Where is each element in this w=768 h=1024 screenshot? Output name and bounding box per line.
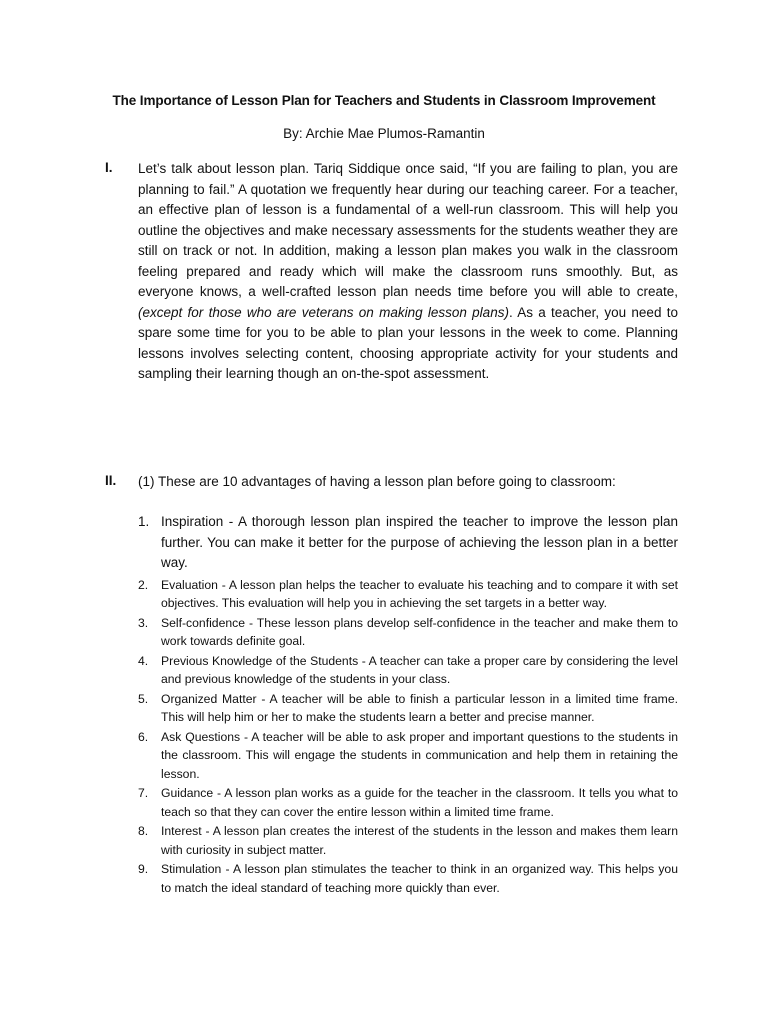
- advantages-list: [138, 512, 678, 898]
- italic-aside: (except for those who are veterans on making lesson plans): [138, 304, 509, 320]
- list-item: [138, 512, 678, 574]
- list-item-text: Evaluation - A lesson plan helps the teacher to evaluate his teaching and to compare it with set objectives. This evaluation will help you in achieving the set targets in a better way.: [161, 577, 678, 610]
- list-item-number: 5.: [138, 691, 149, 706]
- list-item-text: Interest - A lesson plan creates the interest of the students in the lesson and makes them learn with curiosity in subject matter.: [161, 824, 678, 857]
- list-item-number: 3.: [138, 615, 149, 630]
- list-item: [138, 690, 678, 727]
- section-number: II.: [105, 473, 117, 488]
- list-item-number: 1.: [138, 514, 150, 529]
- paragraph-text: Let’s talk about lesson plan. Tariq Siddique once said, “If you are failing to plan, you are planning to fail.” A quotation we frequently hear during our teaching career. For a teacher, an effective plan of lesson is a fundamental of a well-run classroom. This will help you outline the objectives and make necessary assessments for the students weather they are still on track or not. In addition, making a lesson plan makes you walk in the classroom feeling prepared and ready which will make the classroom runs smoothly. But, as everyone knows, a well-crafted lesson plan needs time before you will able to create,: [138, 161, 678, 299]
- list-item-number: 6.: [138, 729, 149, 744]
- document-title: The Importance of Lesson Plan for Teachers and Students in Classroom Improvement: [112, 93, 656, 108]
- list-item-number: 7.: [138, 786, 149, 800]
- list-item: [138, 614, 678, 651]
- list-item-text: Self-confidence - These lesson plans develop self-confidence in the teacher and make them to work towards definite goal.: [161, 615, 678, 648]
- list-item: [138, 860, 678, 897]
- section-intro: (1) These are 10 advantages of having a lesson plan before going to classroom:: [138, 474, 616, 489]
- paragraph-text: . As a teacher, you need to spare some time for you to be able to plan your lessons in the week to come. Planning lessons involves selecting content, choosing appropriate activity for your students and sampling their learning though an on-the-spot assessment.: [138, 304, 678, 381]
- list-item-number: 9.: [138, 862, 149, 876]
- list-item-text: Organized Matter - A teacher will be able to finish a particular lesson in a limited time frame. This will help him or her to make the students learn a better and precise manner.: [161, 691, 678, 724]
- list-item-number: 8.: [138, 824, 149, 838]
- list-item-number: 2.: [138, 577, 149, 592]
- list-item-text: Ask Questions - A teacher will be able to ask proper and important questions to the students in the classroom. This will engage the students in communication and help them in retaining the lesson.: [161, 729, 678, 781]
- section-number: I.: [105, 160, 113, 175]
- section-paragraph: [138, 159, 678, 385]
- list-item: [138, 728, 678, 784]
- list-item: [138, 576, 678, 613]
- list-item-text: Inspiration - A thorough lesson plan inspired the teacher to improve the lesson plan further. You can make it better for the purpose of achieving the lesson plan in a better way.: [161, 514, 678, 570]
- document-byline: By: Archie Mae Plumos-Ramantin: [283, 126, 485, 141]
- list-item: [138, 784, 678, 821]
- list-item: [138, 652, 678, 689]
- list-item-text: Stimulation - A lesson plan stimulates the teacher to think in an organized way. This helps you to match the ideal standard of teaching more quickly than ever.: [161, 862, 678, 895]
- list-item: [138, 822, 678, 859]
- list-item-text: Previous Knowledge of the Students - A teacher can take a proper care by considering the level and previous knowledge of the students in your class.: [161, 653, 678, 686]
- list-item-number: 4.: [138, 653, 149, 668]
- list-item-text: Guidance - A lesson plan works as a guide for the teacher in the classroom. It tells you what to teach so that they can cover the entire lesson within a limited time frame.: [161, 786, 678, 819]
